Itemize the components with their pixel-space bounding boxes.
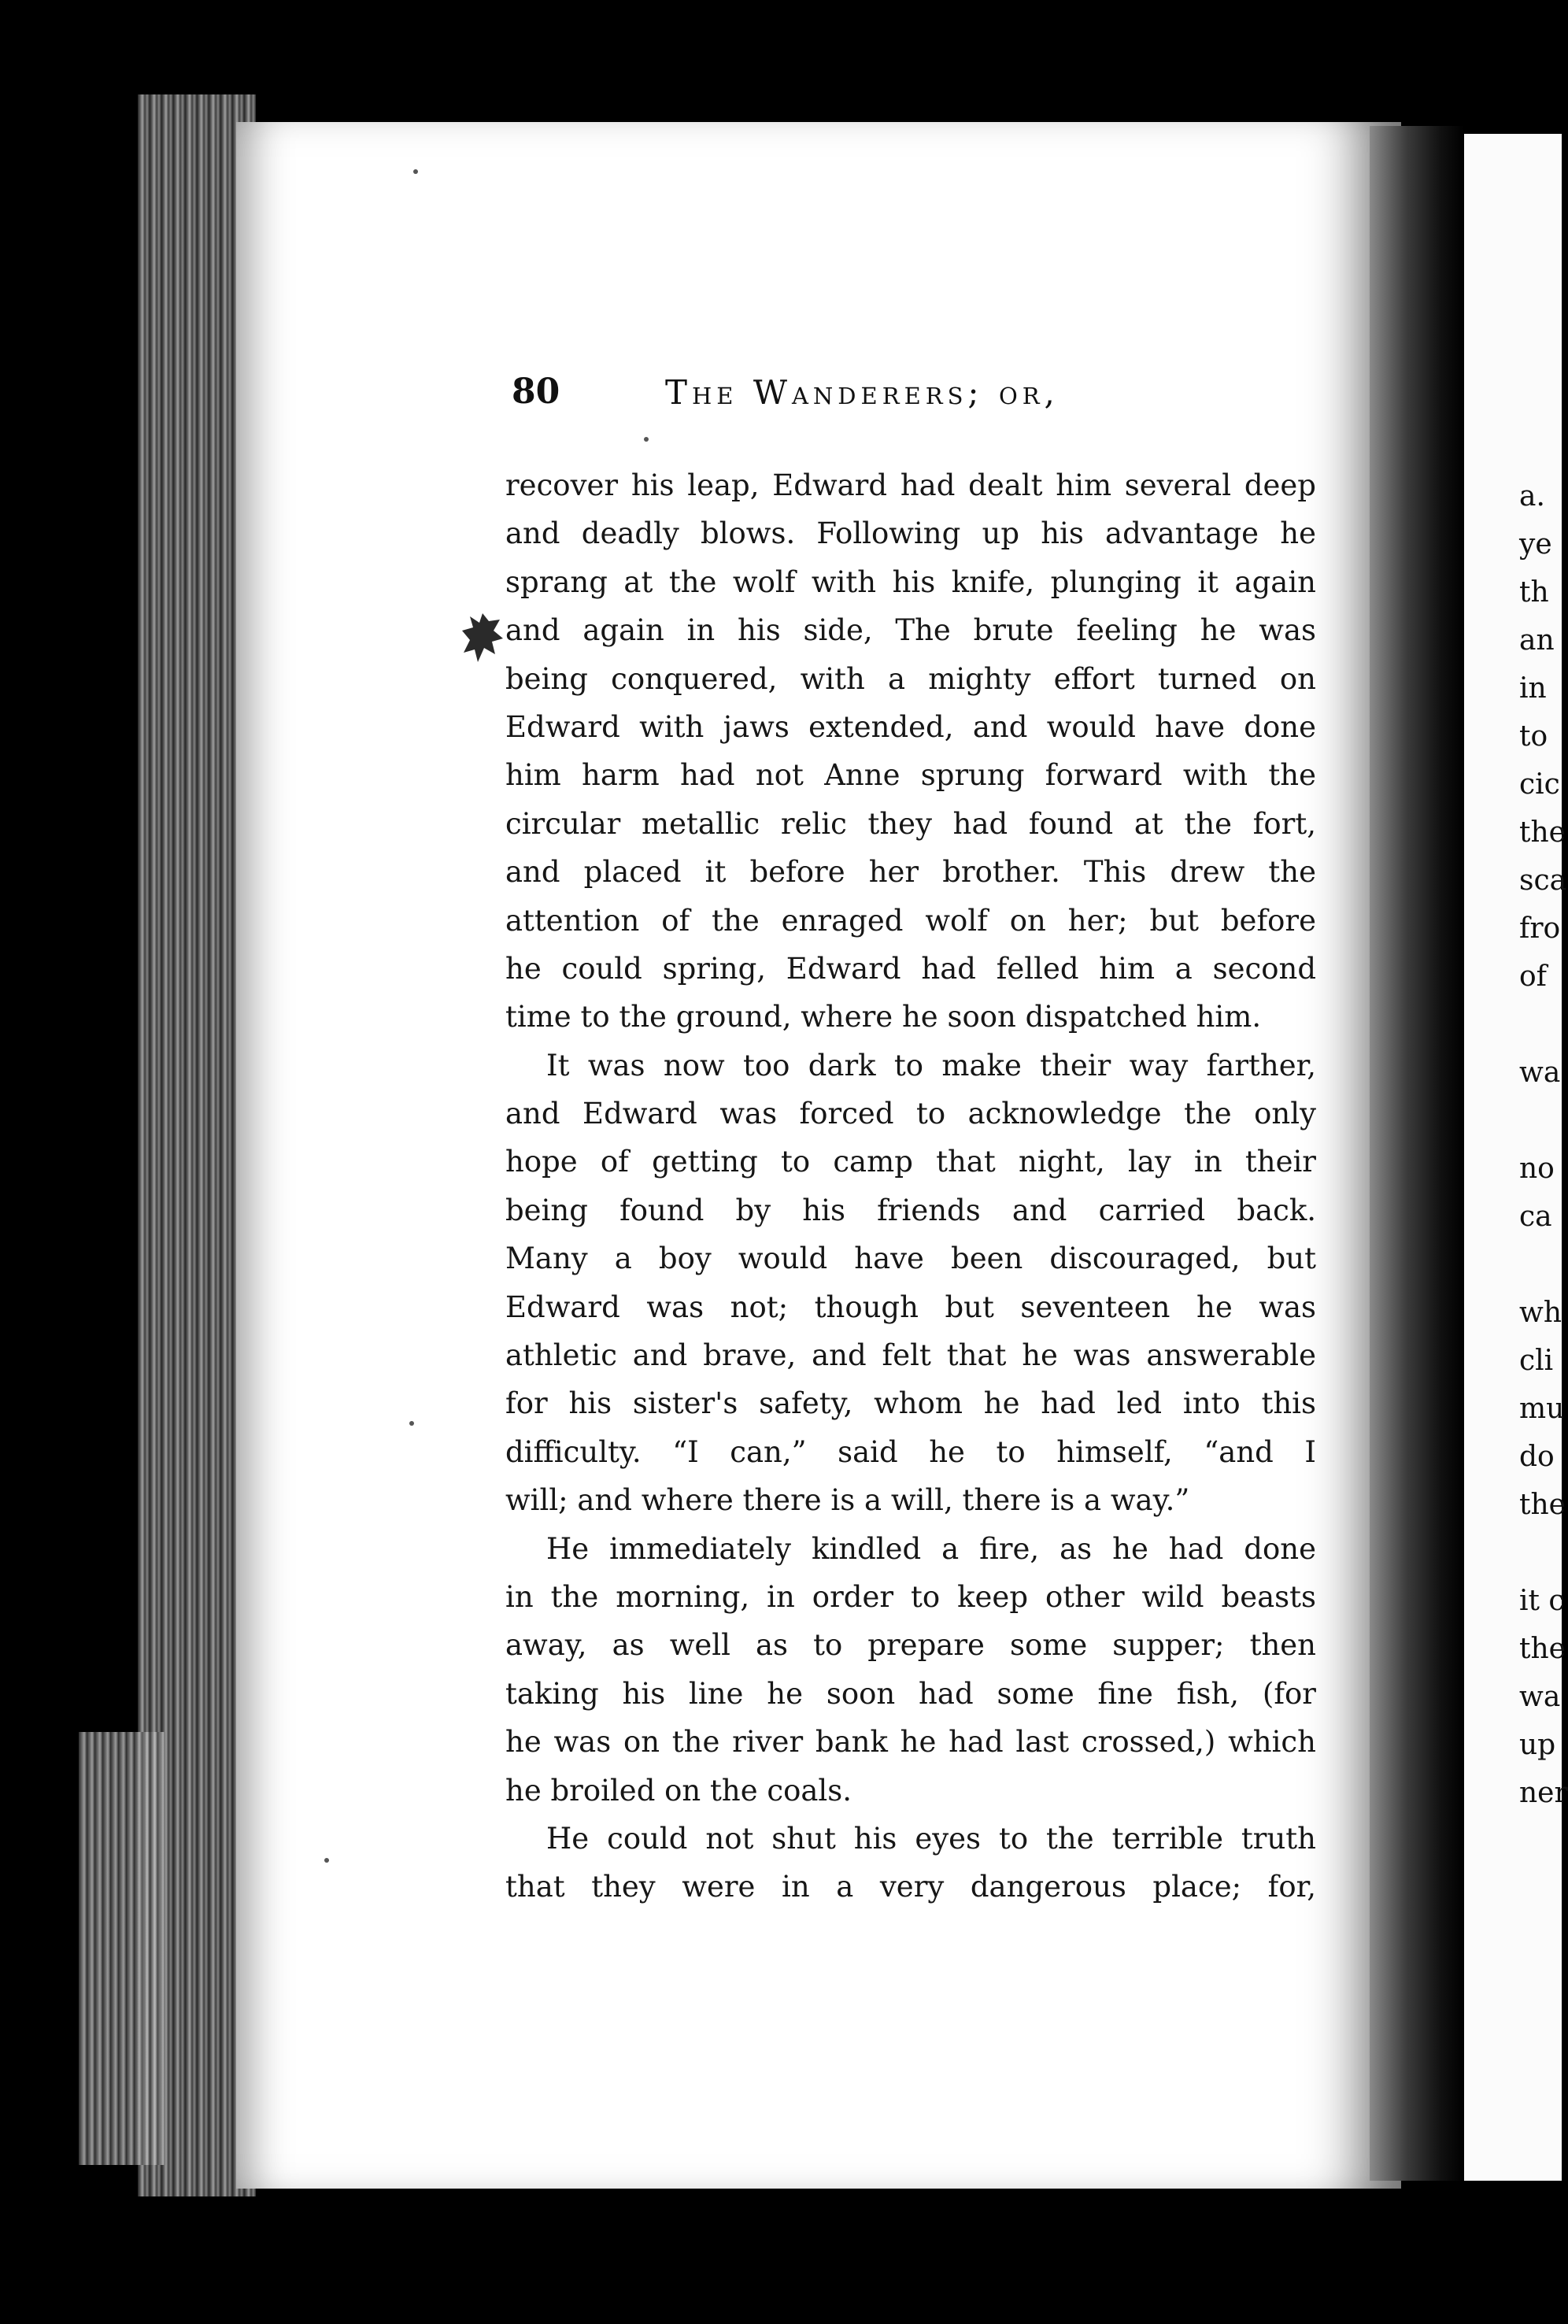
speck-mark: [644, 437, 649, 442]
page-edges-lower-left: [79, 1732, 165, 2165]
text-line: time to the ground, where he soon dispatched him.: [505, 1000, 1262, 1034]
text-line: in the morning, in order to keep other wild beasts: [505, 1579, 1316, 1614]
speck-mark: [324, 1858, 329, 1863]
next-page-fragment: [1519, 1529, 1568, 1577]
book-page-right-fragment: [1464, 134, 1568, 2181]
next-page-fragment: ye: [1519, 528, 1552, 561]
next-page-fragment: th: [1519, 576, 1549, 609]
next-page-fragment: to: [1519, 720, 1548, 753]
text-line: being conquered, with a mighty effort turned on: [505, 661, 1316, 696]
next-page-fragment: ner: [1519, 1777, 1568, 1809]
text-line: athletic and brave, and felt that he was answerable: [505, 1338, 1316, 1373]
next-page-fragment: an: [1519, 624, 1555, 657]
text-line: He could not shut his eyes to the terrible truth: [546, 1821, 1316, 1856]
text-line: attention of the enraged wolf on her; but before: [505, 903, 1316, 938]
text-line: Edward with jaws extended, and would have done: [505, 709, 1316, 744]
text-line: hope of getting to camp that night, lay in their: [505, 1145, 1316, 1179]
text-line: him harm had not Anne sprung forward with the: [505, 758, 1316, 793]
text-line: away, as well as to prepare some supper; then: [505, 1628, 1316, 1663]
next-page-fragment: ca: [1519, 1201, 1552, 1233]
next-page-fragment: a.: [1519, 480, 1545, 513]
next-page-fragment: no: [1519, 1153, 1555, 1185]
text-line: that they were in a very dangerous place; for,: [505, 1870, 1316, 1904]
text-line: taking his line he soon had some fine fish, (for: [505, 1676, 1316, 1711]
next-page-line-fragments: [1519, 472, 1568, 1817]
page-number: 80: [512, 372, 560, 412]
text-line: and again in his side, The brute feeling he was: [505, 613, 1316, 648]
ink-blot-mark: [460, 610, 504, 665]
next-page-fragment: do: [1519, 1441, 1555, 1473]
text-line: he was on the river bank he had last crossed,) which: [505, 1725, 1316, 1760]
running-head: The Wanderers; or,: [665, 373, 1060, 412]
next-page-fragment: [1519, 1241, 1568, 1289]
next-page-fragment: the: [1519, 816, 1566, 849]
next-page-fragment: cli: [1519, 1345, 1554, 1377]
text-line: will; and where there is a will, there is a way.”: [505, 1483, 1190, 1518]
next-page-fragment: of: [1519, 960, 1547, 993]
page-header: [512, 372, 1338, 427]
text-line: Edward was not; though but seventeen he was: [505, 1290, 1316, 1324]
speck-mark: [409, 1421, 414, 1426]
text-line: he could spring, Edward had felled him a second: [505, 951, 1316, 986]
text-line: recover his leap, Edward had dealt him several deep: [505, 468, 1316, 502]
page-body-text: [505, 461, 1316, 1911]
next-page-fragment: the: [1519, 1489, 1566, 1521]
next-page-fragment: wa: [1519, 1057, 1561, 1089]
text-line: It was now too dark to make their way farther,: [546, 1048, 1316, 1082]
text-line: and placed it before her brother. This drew the: [505, 855, 1316, 890]
next-page-fragment: wa: [1519, 1681, 1561, 1713]
next-page-fragment: in: [1519, 672, 1547, 705]
text-line: being found by his friends and carried back.: [505, 1193, 1316, 1227]
next-page-fragment: the: [1519, 1633, 1566, 1665]
text-line: he broiled on the coals.: [505, 1773, 852, 1808]
text-line: and Edward was forced to acknowledge the only: [505, 1097, 1316, 1131]
next-page-fragment: sca: [1519, 864, 1567, 897]
next-page-fragment: it c: [1519, 1585, 1565, 1617]
next-page-fragment: mu: [1519, 1393, 1565, 1425]
next-page-fragment: wh: [1519, 1297, 1562, 1329]
next-page-fragment: [1519, 1097, 1568, 1145]
next-page-fragment: [1519, 1001, 1568, 1049]
text-line: Many a boy would have been discouraged, but: [505, 1242, 1316, 1276]
text-line: He immediately kindled a fire, as he had done: [546, 1531, 1316, 1566]
next-page-fragment: fro: [1519, 912, 1561, 945]
next-page-fragment: up: [1519, 1729, 1556, 1761]
book-gutter: [1370, 126, 1464, 2181]
next-page-fragment: cic: [1519, 768, 1560, 801]
text-line: difficulty. “I can,” said he to himself, “and I: [505, 1434, 1316, 1469]
text-line: and deadly blows. Following up his advantage he: [505, 516, 1316, 551]
speck-mark: [413, 169, 418, 174]
text-line: circular metallic relic they had found at the fort,: [505, 806, 1316, 841]
text-line: sprang at the wolf with his knife, plunging it again: [505, 564, 1316, 599]
text-line: for his sister's safety, whom he had led into this: [505, 1386, 1316, 1421]
